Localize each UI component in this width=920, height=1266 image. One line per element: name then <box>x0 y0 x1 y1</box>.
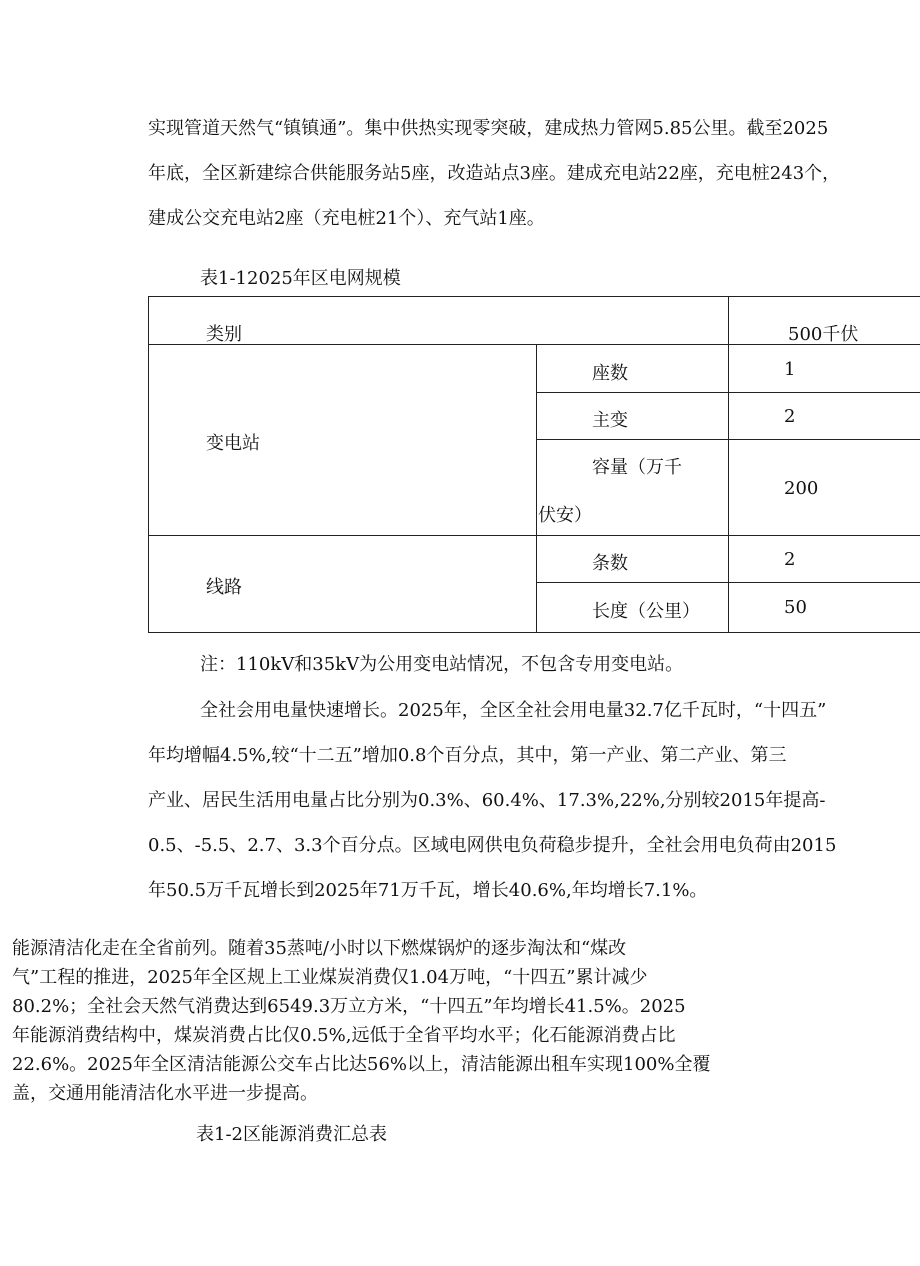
table-border-bottom <box>148 632 920 633</box>
paragraph-line: 实现管道天然气“镇镇通”。集中供热实现零突破，建成热力管网5.85公里。截至2025 <box>148 118 829 139</box>
row-value: 2 <box>784 549 796 570</box>
paragraph-line: 能源清洁化走在全省前列。随着35蒸吨/小时以下燃煤锅炉的逐步淘汰和“煤改 <box>12 938 627 959</box>
row-value: 200 <box>784 478 819 499</box>
paragraph-1 <box>148 106 918 241</box>
table-border-left <box>148 296 149 633</box>
row-item: 长度（公里） <box>592 601 700 622</box>
row-value: 2 <box>784 406 796 427</box>
table1-caption: 表1-12025年区电网规模 <box>200 268 401 289</box>
row-item: 伏安） <box>538 505 592 526</box>
paragraph-line: 盖，交通用能清洁化水平进一步提高。 <box>12 1083 318 1104</box>
table-border-top <box>148 296 920 297</box>
paragraph-line: 气”工程的推进，2025年全区规上工业煤炭消费仅1.04万吨，“十四五”累计减少 <box>12 967 648 988</box>
group-line: 线路 <box>206 577 242 598</box>
table-group-divider <box>148 535 920 536</box>
row-item: 主变 <box>592 410 628 431</box>
row-item: 容量（万千 <box>592 457 682 478</box>
paragraph-line: 年底，全区新建综合供能服务站5座，改造站点3座。建成充电站22座，充电桩243个， <box>148 163 841 184</box>
header-category: 类别 <box>206 324 242 345</box>
paragraph-line: 产业、居民生活用电量占比分别为0.3%、60.4%、17.3%,22%,分别较2015年提高- <box>148 790 826 811</box>
grid-scale-table <box>148 296 920 633</box>
table1-note: 注：110kV和35kV为公用变电站情况，不包含专用变电站。 <box>200 654 684 675</box>
paragraph-2 <box>148 688 918 913</box>
table-col-divider <box>728 296 729 633</box>
paragraph-line: 建成公交充电站2座（充电桩21个）、充气站1座。 <box>148 208 545 229</box>
table-col-divider <box>536 344 537 633</box>
paragraph-line: 22.6%。2025年全区清洁能源公交车占比达56%以上，清洁能源出租车实现100%全覆 <box>12 1054 711 1075</box>
row-value: 1 <box>784 359 796 380</box>
paragraph-line: 年能源消费结构中，煤炭消费占比仅0.5%,远低于全省平均水平；化石能源消费占比 <box>12 1025 676 1046</box>
paragraph-3 <box>12 934 782 1108</box>
table2-caption: 表1-2区能源消费汇总表 <box>196 1124 387 1145</box>
row-item: 条数 <box>592 553 628 574</box>
row-value: 50 <box>784 597 807 618</box>
paragraph-line: 年均增幅4.5%,较“十二五”增加0.8个百分点，其中，第一产业、第二产业、第三 <box>148 745 787 766</box>
paragraph-line: 80.2%；全社会天然气消费达到6549.3万立方米，“十四五”年均增长41.5%。2025 <box>12 996 686 1017</box>
row-item: 座数 <box>592 363 628 384</box>
group-substation: 变电站 <box>206 433 260 454</box>
paragraph-line: 年50.5万千瓦增长到2025年71万千瓦，增长40.6%,年均增长7.1%。 <box>148 880 708 901</box>
paragraph-line: 0.5、-5.5、2.7、3.3个百分点。区域电网供电负荷稳步提升，全社会用电负荷由2015 <box>148 835 837 856</box>
header-voltage: 500千伏 <box>788 324 859 345</box>
paragraph-line: 全社会用电量快速增长。2025年，全区全社会用电量32.7亿千瓦时，“十四五” <box>200 700 827 721</box>
